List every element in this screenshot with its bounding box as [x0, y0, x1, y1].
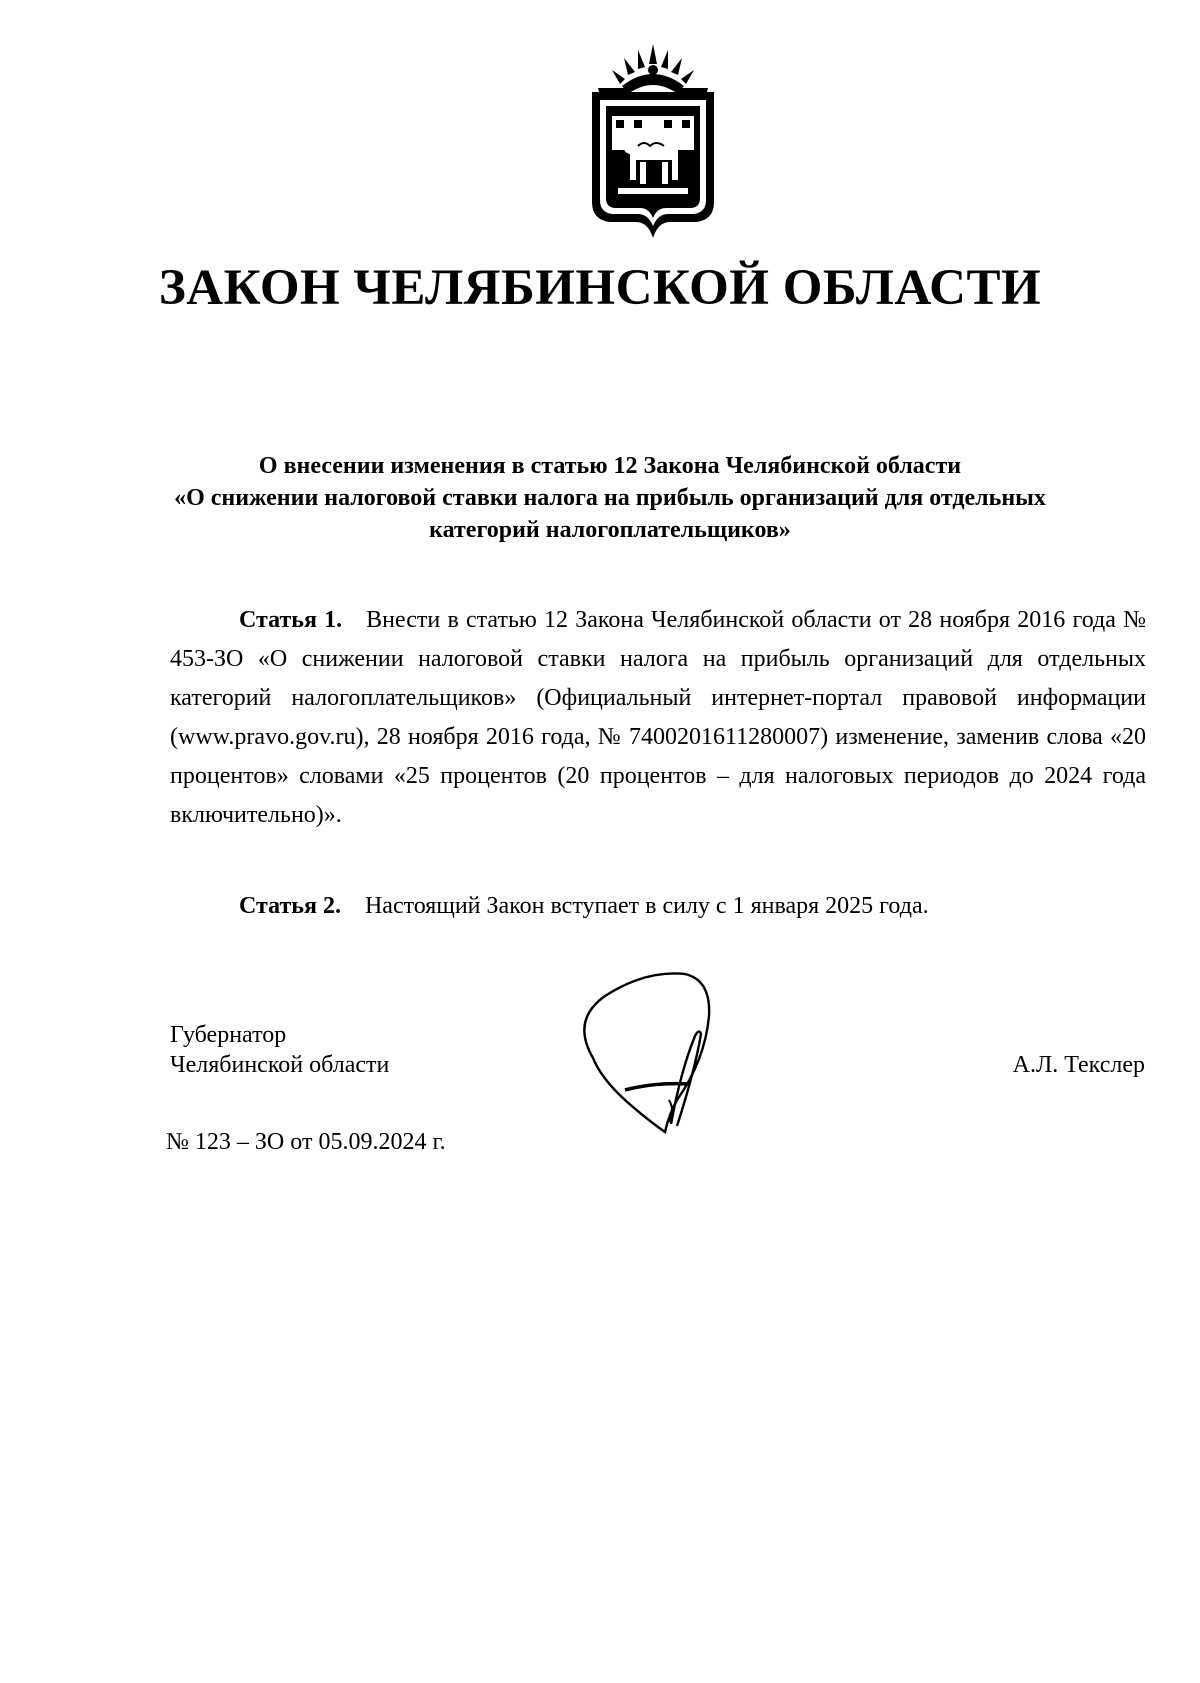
handwritten-signature	[565, 950, 765, 1150]
article-2	[170, 887, 1146, 926]
law-heading: ЗАКОН ЧЕЛЯБИНСКОЙ ОБЛАСТИ	[158, 260, 1042, 316]
law-number-from: от	[290, 1129, 313, 1155]
article-1-text: Внести в статью 12 Закона Челябинской области от 28 ноября 2016 года № 453-ЗО «О снижении налоговой ставки налога на прибыль организаций для отдельных категорий налогоплательщиков» (Официальный интернет-портал правовой информации (www.pravo.gov.ru), 28 ноября 2016 года, № 7400201611280007) изменение, заменив слова «20 процентов» словами «25 процентов (20 процентов – для налоговых периодов до 2024 года включительно)».	[170, 607, 1146, 828]
coat-of-arms-emblem	[578, 42, 728, 242]
subject-line: категорий налогоплательщиков»	[429, 517, 791, 543]
law-number: № 123 – ЗО	[166, 1129, 285, 1155]
signer-title-line: Челябинской области	[170, 1052, 390, 1078]
article-1	[170, 601, 1146, 835]
article-2-text: Настоящий Закон вступает в силу с 1 января 2025 года.	[364, 893, 929, 919]
signer-title-line: Губернатор	[170, 1022, 287, 1048]
signer-name: А.Л. Текслер	[1012, 1052, 1145, 1078]
article-1-label: Статья 1.	[239, 607, 343, 633]
law-date: 05.09.2024 г.	[318, 1129, 446, 1155]
law-number-date	[166, 1127, 446, 1157]
article-2-label: Статья 2.	[239, 893, 341, 919]
subject-line: «О снижении налоговой ставки налога на прибыль организаций для отдельных	[174, 485, 1046, 511]
subject-line: О внесении изменения в статью 12 Закона Челябинской области	[258, 453, 962, 479]
law-subject	[160, 450, 1060, 546]
signer-title	[170, 1020, 389, 1080]
